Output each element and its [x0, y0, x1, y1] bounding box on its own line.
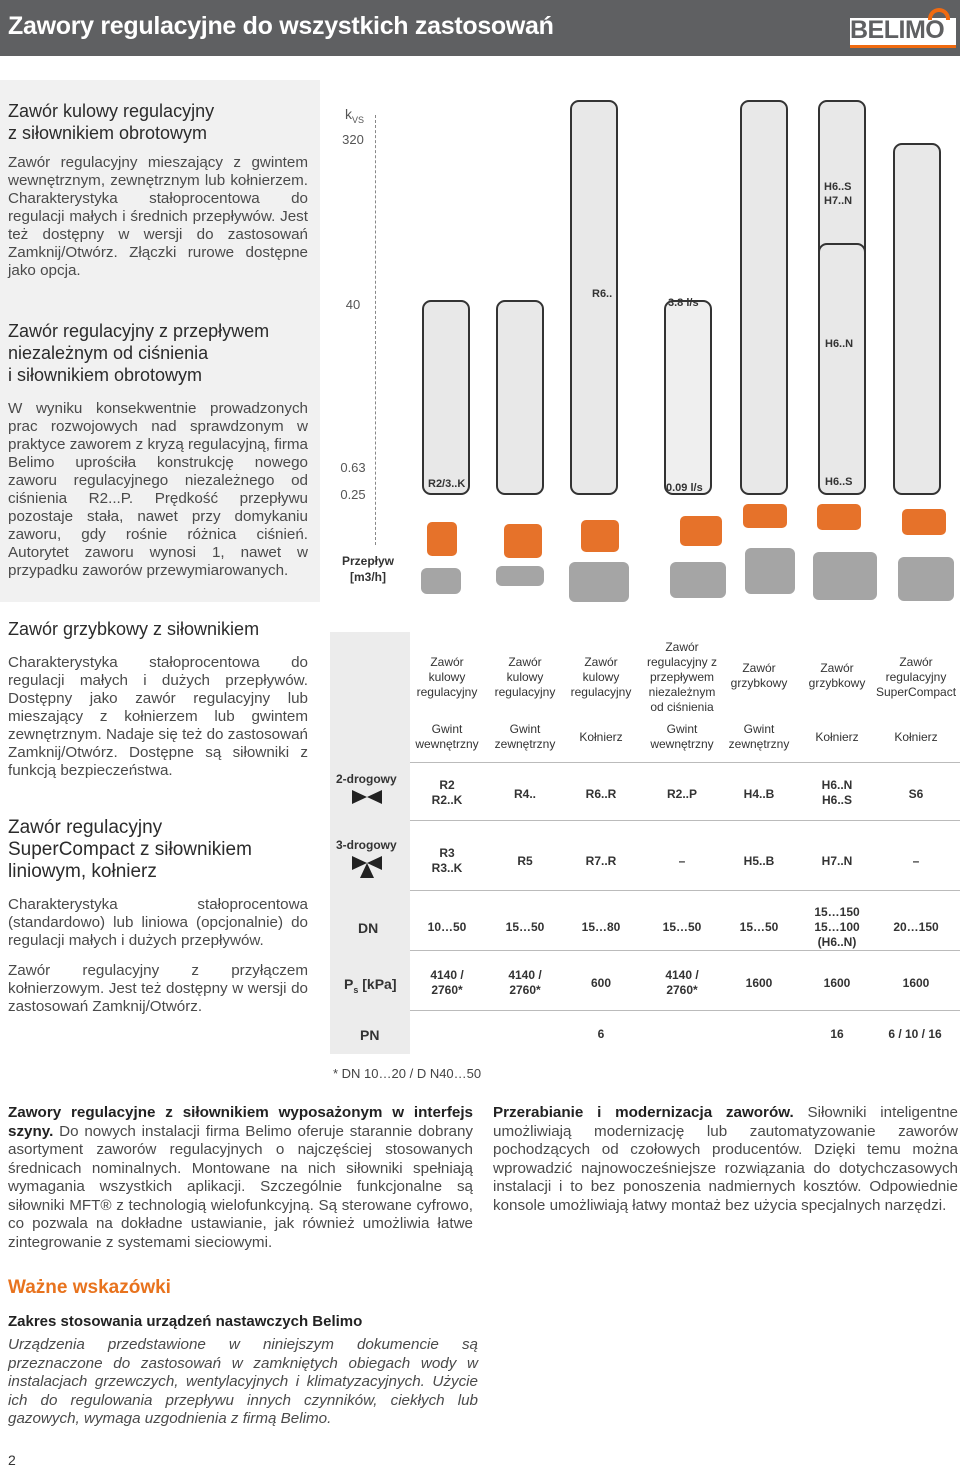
title-line: niezależnym od ciśnienia	[8, 343, 209, 363]
table-divider	[410, 1010, 960, 1011]
table-cell: 600	[590, 976, 612, 990]
table-cell: 4140 / 2760*	[430, 968, 464, 997]
important-notes-text: Urządzenia przedstawione w niniejszym dokumencie są przeznaczone do zastosowań w zamkniętych obiegach wody w instalacjach grzewczych, wentylacyjnych i klimatyzacyjnych. Użycie ich do regulowania przepływu innych czynników, ciekłych lub gazowych, wymaga uzgodnienia z firmą Belimo.	[8, 1336, 478, 1427]
bar-label-flow-min: 0.09 l/s	[666, 482, 703, 494]
table-divider	[410, 950, 960, 951]
chart-bar-h4b	[740, 100, 788, 495]
table-cell: H5..B	[743, 854, 775, 868]
bar-label-r6: R6..	[592, 288, 613, 300]
row-label-ps-unit: [kPa]	[358, 976, 397, 992]
table-cell: R2..P	[666, 787, 697, 801]
chart-bar-h6n	[818, 243, 866, 495]
table-cell: –	[678, 854, 686, 868]
table-cell: 15…50	[662, 920, 702, 934]
table-cell: 4140 / 2760*	[665, 968, 699, 997]
title-line: Zawór kulowy regulacyjny	[8, 101, 215, 121]
table-cell: 1600	[745, 976, 773, 990]
page-number: 2	[8, 1452, 16, 1468]
chart-bar-r4	[496, 300, 544, 495]
row-label-ps-main: P	[344, 976, 354, 992]
table-divider	[410, 820, 960, 821]
table-cell: 15…80	[581, 920, 621, 934]
table-cell: R6..R	[585, 787, 617, 801]
paragraph-lead: Przerabianie i modernizacja zaworów.	[493, 1104, 794, 1121]
table-cell: R7..R	[585, 854, 617, 868]
row-label-dn: DN	[358, 920, 379, 936]
chart-bar-r2p	[664, 300, 712, 495]
bar-label-h6s-h7n: H6..S H7..N	[824, 181, 853, 207]
table-header-connection: Gwint wewnętrzny	[415, 722, 479, 751]
title-line: i siłownikiem obrotowym	[8, 365, 203, 385]
bar-label-r2k: R2/3..K	[428, 478, 466, 490]
table-header-connection: Kołnierz	[815, 730, 859, 744]
table-cell: 6	[597, 1027, 605, 1041]
paragraph-body: Siłowniki inteligentne umożliwiają modernizację lub zautomatyzowanie zaworów pochodzących od czołowych producentów. Dzięki temu można wprowadzić najnowocześniejsze rozwiązania do dotychczasowych instalacji i to bez ponoszenia nadmiernych kosztów. Odpowiednie konsole umożliwiają łatwy montaż bez użycia specjalnych narzędzi.	[493, 1104, 958, 1214]
table-cell: R2 R2..K	[431, 778, 463, 807]
two-way-valve-icon	[352, 790, 382, 804]
table-header-type: Zawór grzybkowy	[808, 661, 866, 690]
bus-interface-paragraph	[8, 1104, 473, 1252]
y-tick-label: 0.25	[340, 487, 366, 502]
logo-arc-icon	[928, 8, 950, 20]
table-cell: 6 / 10 / 16	[888, 1027, 942, 1041]
table-header-type: Zawór kulowy regulacyjny	[494, 655, 556, 699]
table-cell: 10…50	[427, 920, 467, 934]
chart-bar-s6	[893, 143, 941, 495]
logo-stripe	[850, 45, 956, 48]
row-label-3way: 3-drogowy	[336, 838, 397, 852]
bar-label-h6s: H6..S	[825, 476, 853, 488]
table-cell: H4..B	[743, 787, 775, 801]
supercompact-description-2: Zawór regulacyjny z przyłączem kołnierzowym. Jest też dostępny w wersji do zastosowań Zamknij/Otwórz.	[8, 962, 308, 1015]
table-cell: R5	[517, 854, 533, 868]
title-line: SuperCompact z siłownikiem	[8, 839, 252, 860]
table-header-type: Zawór regulacyjny SuperCompact	[876, 655, 957, 699]
section-title-globe-valve: Zawór grzybkowy z siłownikiem	[8, 619, 260, 639]
y-tick-label: 40	[345, 297, 361, 312]
table-cell: 15…50	[505, 920, 545, 934]
table-header-connection: Gwint wewnętrzny	[650, 722, 714, 751]
table-header-connection: Kołnierz	[579, 730, 623, 744]
table-cell: 1600	[823, 976, 851, 990]
table-header-type: Zawór grzybkowy	[730, 661, 788, 690]
title-line: z siłownikiem obrotowym	[8, 123, 208, 143]
x-axis-label: Przepływ [m3/h]	[341, 554, 395, 584]
title-line: liniowym, kołnierz	[8, 861, 157, 882]
y-tick-label: 0.63	[340, 460, 366, 475]
three-way-valve-icon	[352, 856, 382, 878]
table-cell: R3 R3..K	[431, 846, 463, 875]
y-axis-line	[375, 115, 376, 545]
page-title: Zawory regulacyjne do wszystkich zastosowań	[8, 12, 554, 40]
retrofit-paragraph	[493, 1104, 958, 1215]
table-cell: 1600	[902, 976, 930, 990]
table-cell: 20…150	[893, 920, 939, 934]
table-cell: R4..	[513, 787, 536, 801]
picv-description: W wyniku konsekwentnie prowadzonych prac rozwojowych nad sprawdzonym w praktyce zaworem z kryzą regulacyjną, firma Belimo uprościła konstrukcję nowego zaworu regulacyjnego niezależnego od ciśnienia R2...P. Prędkość przepływu pozostaje stała, nawet przy domykaniu zaworu, gdy rośnie różnica ciśnień. Autorytet zaworu wynosi 1, nawet w przypadku zaworów przewymiarowanych.	[8, 400, 308, 579]
table-cell: 4140 / 2760*	[508, 968, 542, 997]
y-axis-subscript: VS	[352, 114, 365, 125]
ball-valve-description: Zawór regulacyjny mieszający z gwintem wewnętrznym, zewnętrznym lub kołnierzem. Charakterystyka stałoprocentowa do regulacji małych i średnich przepływów. Jest też dostępny w wersji do zastosowań Zamknij/Otwórz. Złączki rurowe dostępne jako opcja.	[8, 154, 308, 279]
table-divider	[410, 762, 960, 763]
table-cell: –	[912, 854, 920, 868]
paragraph-body: Do nowych instalacji firma Belimo oferuje starannie dobrany asortyment zaworów regulacyjnych o najczęściej stosowanych średnicach nominalnych. Montowane na nich siłowniki spełniają wymagania wszystkich aplikacji. Szczególnie funkcjonalne są siłowniki MFT® z technologią wielofunkcyjną. Są sterowane cyfrowo, co pozwala na dokładne ustawianie, jak również umożliwia łatwe zintegrowanie z systemami sieciowymi.	[8, 1122, 473, 1251]
table-cell: S6	[908, 787, 924, 801]
important-notes-heading: Ważne wskazówki	[8, 1277, 171, 1298]
title-line: Zawór regulacyjny z przepływem	[8, 321, 270, 341]
table-header-connection: Gwint zewnętrzny	[494, 722, 556, 751]
row-label-2way: 2-drogowy	[336, 772, 397, 786]
table-header-connection: Gwint zewnętrzny	[728, 722, 790, 751]
table-cell: 15…50	[739, 920, 779, 934]
table-header-connection: Kołnierz	[894, 730, 938, 744]
table-header-type: Zawór kulowy regulacyjny	[570, 655, 632, 699]
important-notes-subheading: Zakres stosowania urządzeń nastawczych Belimo	[8, 1313, 363, 1330]
bar-label-h6n: H6..N	[825, 338, 854, 350]
row-label-ps-sub: s	[353, 984, 359, 995]
table-cell: 16	[830, 1027, 844, 1041]
supercompact-description-1: Charakterystyka stałoprocentowa (standardowo) lub liniowa (opcjonalnie) do regulacji małych i dużych przepływów.	[8, 896, 308, 949]
title-line: Zawór regulacyjny	[8, 817, 163, 838]
table-divider	[410, 890, 960, 891]
y-tick-label: 320	[342, 132, 364, 147]
row-label-ps	[344, 976, 396, 995]
table-cell: H7..N	[821, 854, 853, 868]
brand-logo	[850, 18, 956, 48]
brand-logo-text: BELIMO	[850, 16, 945, 44]
section-title-supercompact	[8, 817, 252, 883]
paragraph-lead: Zawory regulacyjne z siłownikiem wyposażonym w interfejs szyny.	[8, 1104, 473, 1140]
table-header-type: Zawór regulacyjny z przepływem niezależnym od ciśnienia	[646, 640, 718, 714]
table-cell: 15…150 15…100 (H6..N)	[814, 905, 860, 949]
bar-label-flow-max: 3.8 l/s	[668, 297, 699, 309]
y-axis-label: $k_{VS}$	[345, 106, 365, 125]
globe-valve-description: Charakterystyka stałoprocentowa do regulacji małych i dużych przepływów. Dostępny jako zawór regulacyjny lub mieszający z kołnierzem lub gwintem zewnętrznym. Nadaje się też do zastosowań Zamknij/Otwórz. Dostępne są siłowniki z funkcją bezpieczeństwa.	[8, 654, 308, 779]
page-header	[0, 0, 960, 56]
section-title-picv	[8, 320, 269, 386]
row-label-pn: PN	[360, 1027, 380, 1043]
chart-bar-r2	[422, 300, 470, 495]
table-cell: H6..N H6..S	[821, 778, 853, 807]
table-footnote: * DN 10…20 / D N40…50	[333, 1066, 482, 1081]
table-header-type: Zawór kulowy regulacyjny	[416, 655, 478, 699]
section-title-ball-valve	[8, 100, 214, 144]
